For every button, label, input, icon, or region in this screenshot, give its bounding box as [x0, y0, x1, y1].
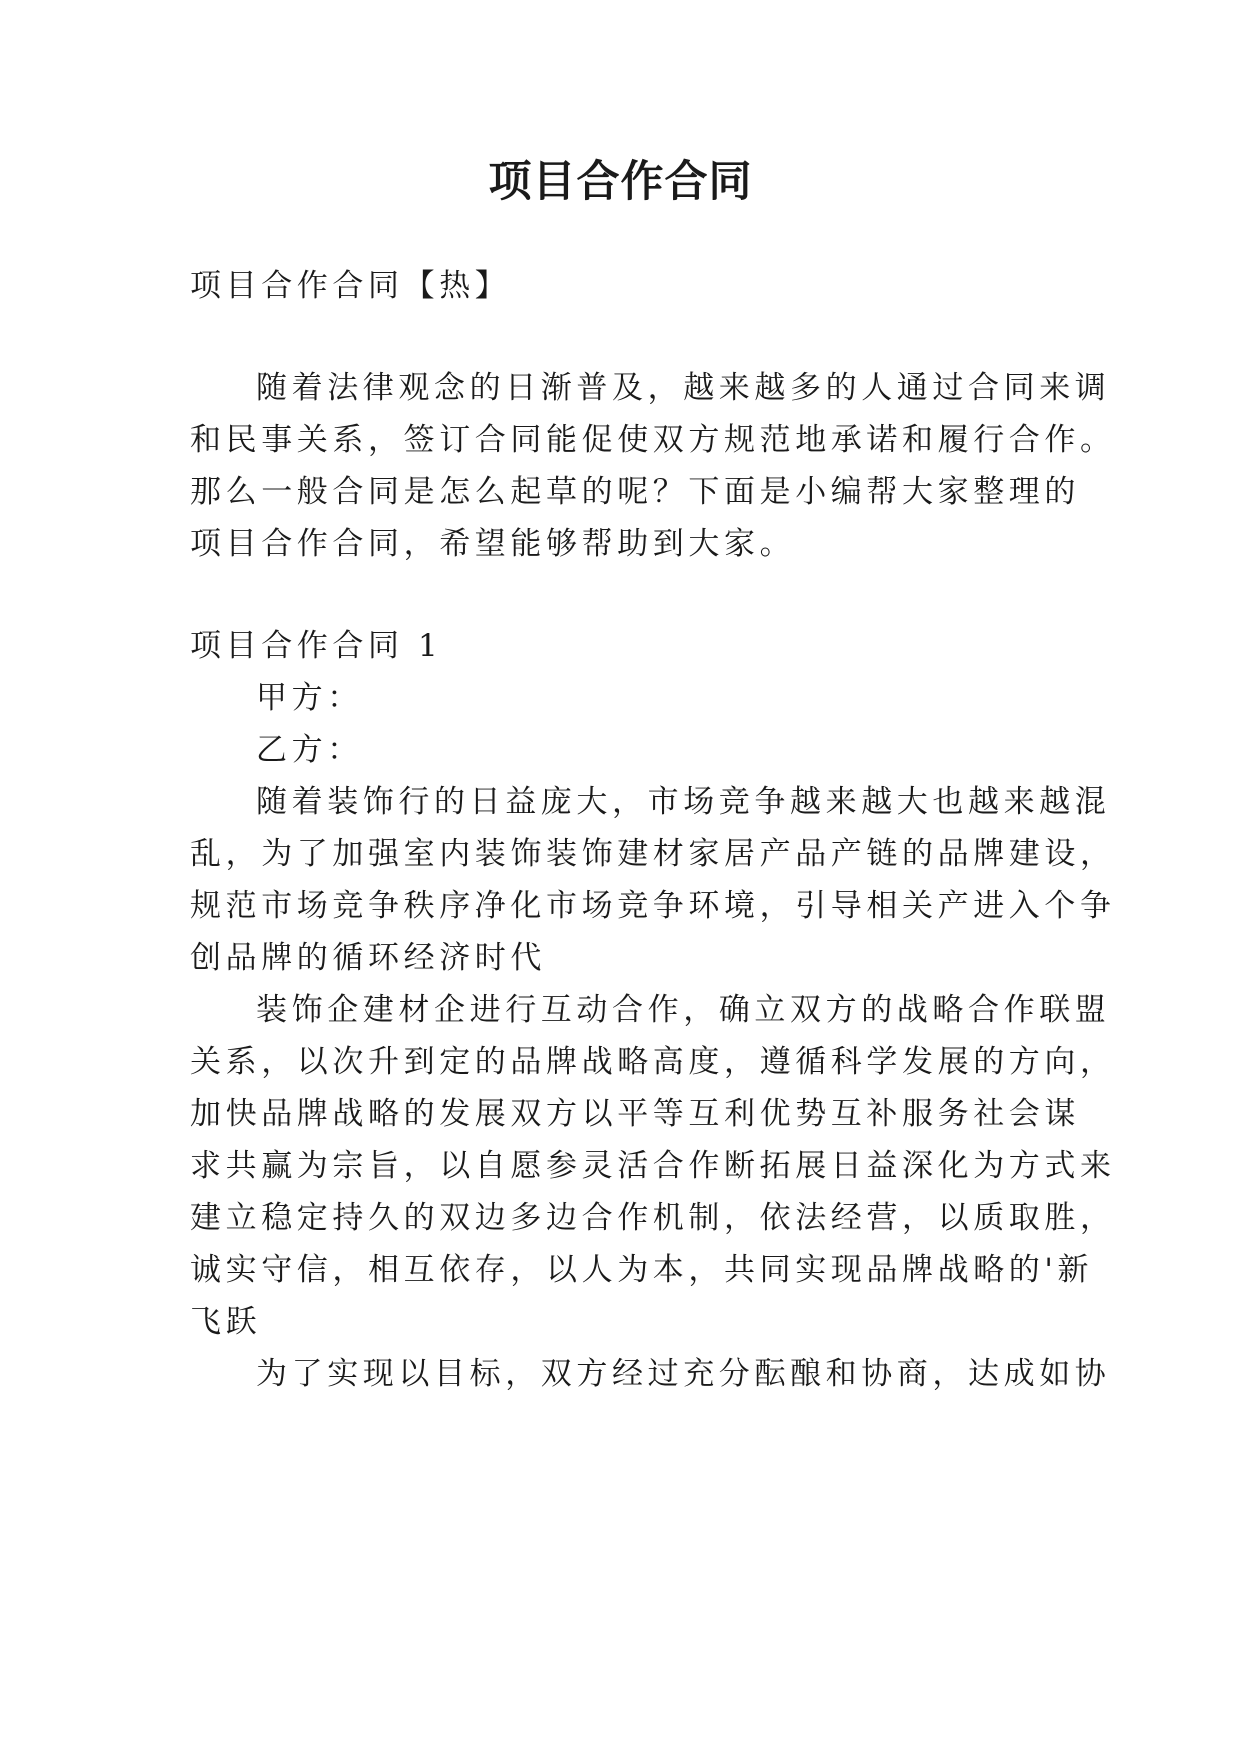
party-b-label: 乙方：	[256, 732, 363, 768]
paragraph-line: 随着装饰行的日益庞大，市场竞争越来越大也越来越混	[256, 784, 1111, 820]
document-subtitle: 项目合作合同【热】	[190, 268, 511, 304]
section-heading: 项目合作合同 1	[190, 628, 443, 664]
paragraph-line: 诚实守信，相互依存，以人为本，共同实现品牌战略的'新	[190, 1252, 1094, 1288]
paragraph-line: 加快品牌战略的发展双方以平等互利优势互补服务社会谋	[190, 1096, 1080, 1132]
intro-line: 和民事关系，签订合同能促使双方规范地承诺和履行合作。	[190, 422, 1116, 458]
party-a-label: 甲方：	[256, 680, 363, 716]
paragraph-line: 规范市场竞争秩序净化市场竞争环境，引导相关产进入个争	[190, 888, 1116, 924]
paragraph-line: 装饰企建材企进行互动合作，确立双方的战略合作联盟	[256, 992, 1111, 1028]
paragraph-line: 创品牌的循环经济时代	[190, 940, 546, 976]
paragraph-line: 建立稳定持久的双边多边合作机制，依法经营，以质取胜，	[190, 1200, 1116, 1236]
paragraph-line: 飞跃	[190, 1304, 262, 1340]
paragraph-line: 为了实现以目标，双方经过充分酝酿和协商，达成如协	[256, 1356, 1111, 1392]
document-title: 项目合作合同	[488, 157, 753, 207]
paragraph-line: 关系，以次升到定的品牌战略高度，遵循科学发展的方向，	[190, 1044, 1116, 1080]
paragraph-line: 乱，为了加强室内装饰装饰建材家居产品产链的品牌建设，	[190, 836, 1116, 872]
paragraph-line: 求共赢为宗旨，以自愿参灵活合作断拓展日益深化为方式来	[190, 1148, 1116, 1184]
intro-line: 随着法律观念的日渐普及，越来越多的人通过合同来调	[256, 370, 1111, 406]
intro-line: 那么一般合同是怎么起草的呢？下面是小编帮大家整理的	[190, 474, 1080, 510]
intro-line: 项目合作合同，希望能够帮助到大家。	[190, 526, 796, 562]
